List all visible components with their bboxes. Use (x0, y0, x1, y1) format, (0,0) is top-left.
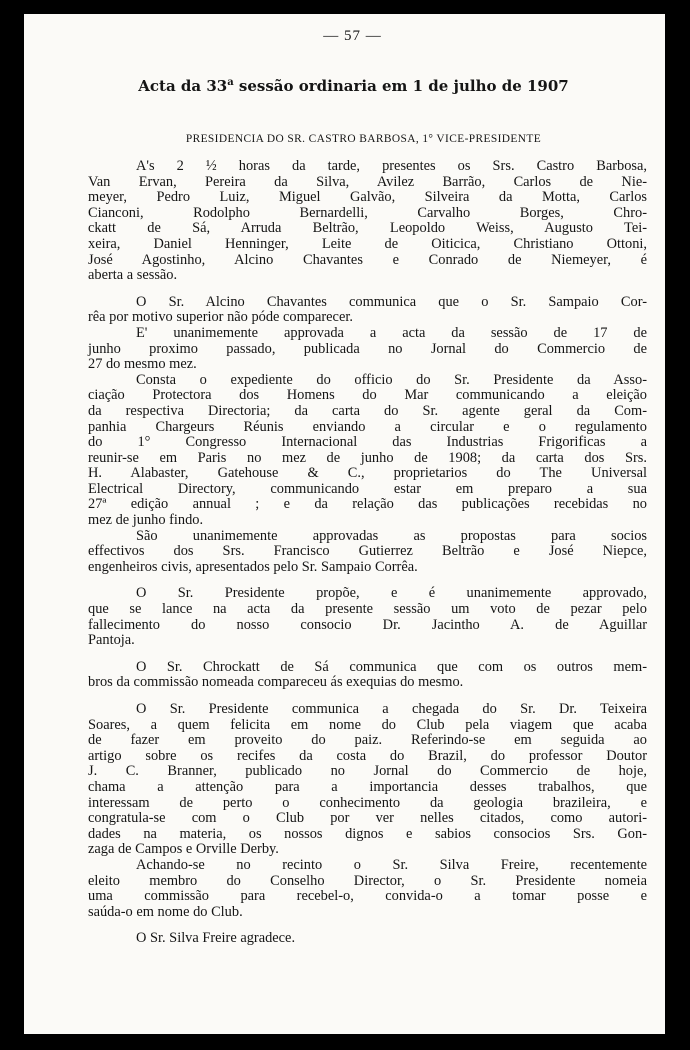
text-line: Pantoja. (88, 632, 135, 649)
text-line: O Sr. Presidente propõe, e é unanimemente approvado, (136, 585, 647, 602)
text-line: meyer, Pedro Luiz, Miguel Galvão, Silveira da Motta, Carlos (88, 189, 647, 206)
text-line: 27 do mesmo mez. (88, 356, 197, 373)
text-line: A's 2 ½ horas da tarde, presentes os Srs. Castro Barbosa, (136, 158, 647, 174)
text-line: interessam de perto o conhecimento da geologia brazileira, e (88, 794, 647, 811)
document-page (24, 14, 665, 1034)
text-line: artigo sobre os recifes da costa do Brazil, do professor Doutor (88, 747, 647, 764)
text-line: fallecimento do nosso consocio Dr. Jacintho A. de Aguillar (88, 616, 647, 633)
text-line: chama a attenção para a importancia desses trabalhos, que (88, 778, 647, 795)
title-post: sessão ordinaria em 1 de julho de 1907 (233, 77, 569, 95)
text-line: effectivos dos Srs. Francisco Gutierrez Beltrão e José Niepce, (88, 543, 647, 560)
minutes-paragraph (88, 702, 647, 920)
text-line: engenheiros civis, apresentados pelo Sr. Sampaio Corrêa. (88, 558, 418, 575)
text-line: panhia Chargeurs Réunis enviando a circular e o regulamento (88, 418, 647, 435)
text-line: Cianconi, Rodolpho Bernardelli, Carvalho Borges, Chro- (88, 204, 647, 221)
text-line: O Sr. Chrockatt de Sá communica que com os outros mem- (136, 658, 647, 675)
presidency-line: PRESIDENCIA DO SR. CASTRO BARBOSA, 1° VICE-PRESIDENTE (185, 133, 542, 145)
text-line: do 1° Congresso Internacional das Industrias Frigorificas a (88, 434, 647, 451)
title-pre: Acta da 33 (138, 77, 228, 95)
text-line: ckatt de Sá, Arruda Beltrão, Leopoldo Weiss, Augusto Tei- (88, 220, 647, 237)
text-line: São unanimemente approvadas as propostas para socios (136, 527, 647, 544)
text-line: xeira, Daniel Henninger, Leite de Oiticica, Christiano Ottoni, (88, 235, 647, 252)
title-sup: a (227, 77, 234, 88)
text-line: eleito membro do Conselho Director, o Sr. Presidente nomeia (88, 872, 647, 889)
text-line: Achando-se no recinto o Sr. Silva Freire, recentemente (136, 856, 647, 873)
text-line: José Agostinho, Alcino Chavantes e Conrado de Niemeyer, é (88, 251, 647, 268)
text-line: mez de junho findo. (88, 512, 204, 529)
text-line: bros da commissão nomeada compareceu ás exequias do mesmo. (88, 674, 464, 691)
text-line: Soares, a quem felicita em nome do Club pela viagem que acaba (88, 716, 647, 733)
text-line: que se lance na acta da presente sessão um voto de pezar pelo (88, 601, 647, 618)
text-line: Electrical Directory, communicando estar em preparo a sua (88, 480, 647, 497)
text-line: E' unanimemente approvada a acta da sessão de 17 de (136, 324, 647, 341)
minutes-paragraph (88, 931, 647, 947)
minutes-paragraph (88, 660, 647, 691)
minutes-title (88, 77, 647, 95)
text-line: O Sr. Presidente communica a chegada do Sr. Dr. Teixeira (136, 701, 647, 717)
text-line: J. C. Branner, publicado no Jornal do Commercio de hoje, (88, 763, 647, 780)
text-line: H. Alabaster, Gatehouse & C., proprietarios do The Universal (88, 465, 647, 482)
text-line: O Sr. Alcino Chavantes communica que o Sr. Sampaio Cor- (136, 293, 647, 310)
minutes-paragraph (88, 295, 647, 576)
text-line: de fazer em proveito do paiz. Referindo-se em seguida ao (88, 732, 647, 749)
text-line: O Sr. Silva Freire agradece. (136, 930, 296, 947)
text-line: 27ª edição annual ; e da relação das publicações recebidas no (88, 496, 647, 513)
text-line: ciação Protectora dos Homens do Mar communicando a eleição (88, 387, 647, 404)
text-line: dades na materia, os nossos dignos e sabios consocios Srs. Gon- (88, 825, 647, 842)
minutes-paragraph (88, 586, 647, 648)
text-line: congratula-se com o Club por ver nelles citados, como autori- (88, 810, 647, 827)
text-line: rêa por motivo superior não póde comparecer. (88, 309, 353, 326)
text-line: aberta a sessão. (88, 267, 178, 284)
text-line: zaga de Campos e Orville Derby. (88, 841, 279, 858)
text-line: Consta o expediente do officio do Sr. Presidente da Asso- (136, 371, 647, 388)
text-line: saúda-o em nome do Club. (88, 903, 243, 920)
text-line: uma commissão para recebel-o, convida-o a tomar posse e (88, 888, 647, 905)
minutes-body (88, 159, 647, 947)
text-line: Van Ervan, Pereira da Silva, Avilez Barrão, Carlos de Nie- (88, 173, 647, 190)
text-line: da respectiva Directoria; da carta do Sr. agente geral da Com- (88, 402, 647, 419)
minutes-paragraph (88, 159, 647, 284)
text-line: reunir-se em Paris no mez de junho de 1908; da carta dos Srs. (88, 449, 647, 466)
text-line: junho proximo passado, publicada no Jornal do Commercio de (88, 340, 647, 357)
page-number: — 57 — (323, 28, 382, 44)
